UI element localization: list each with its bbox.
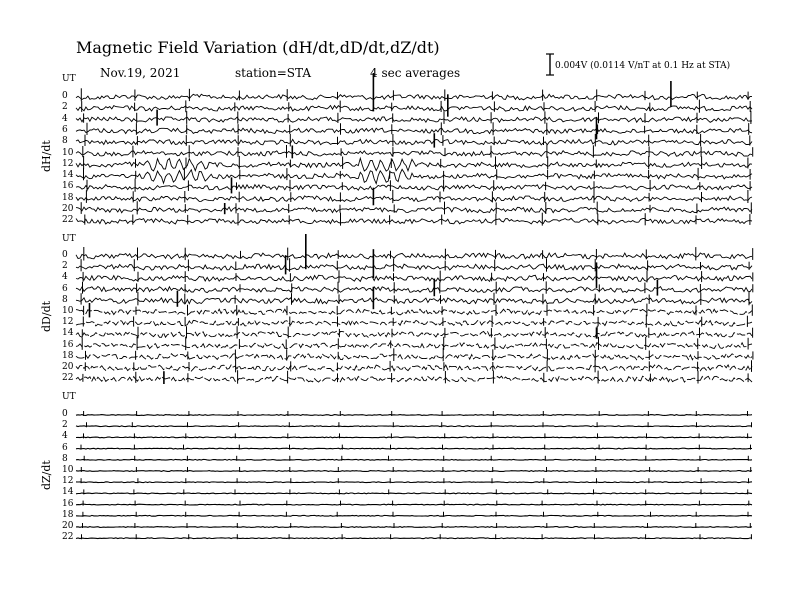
station-label: station=STA xyxy=(235,66,312,80)
hour-label: 2 xyxy=(62,420,68,431)
trace-line xyxy=(76,482,752,483)
date-label: Nov.19, 2021 xyxy=(100,66,181,80)
ut-label-dd: UT xyxy=(62,234,76,244)
hour-label: 10 xyxy=(62,306,74,316)
trace-line xyxy=(76,354,752,360)
trace-line xyxy=(76,196,752,202)
trace-line xyxy=(76,538,752,539)
hour-label: 12 xyxy=(62,317,74,328)
hour-label: 4 xyxy=(62,431,68,442)
panel-dD-dt xyxy=(76,234,753,384)
hour-label: 0 xyxy=(62,250,68,260)
hour-label: 22 xyxy=(62,532,74,543)
ut-label-dz: UT xyxy=(62,392,76,402)
trace-line xyxy=(76,331,752,337)
scale-label: 0.004V (0.0114 V/nT at 0.1 Hz at STA) xyxy=(555,61,731,71)
trace-line xyxy=(76,139,752,145)
hour-label: 18 xyxy=(62,192,74,203)
hour-label: 8 xyxy=(62,136,68,147)
trace-line xyxy=(76,365,752,371)
trace-line xyxy=(76,94,752,100)
hour-label: 6 xyxy=(62,124,68,135)
trace-line xyxy=(76,448,752,449)
hour-label: 16 xyxy=(62,498,74,509)
hour-label: 6 xyxy=(62,442,68,453)
hour-label: 16 xyxy=(62,181,74,192)
hour-label: 12 xyxy=(62,158,74,169)
trace-line xyxy=(76,415,752,416)
trace-line xyxy=(76,151,752,157)
hour-label: 20 xyxy=(62,204,74,214)
trace-line xyxy=(76,106,752,112)
hour-label: 16 xyxy=(62,339,74,350)
hour-label: 14 xyxy=(62,170,74,181)
trace-line xyxy=(76,504,752,505)
hour-label: 14 xyxy=(62,487,74,498)
trace-line xyxy=(76,275,752,281)
hour-label: 8 xyxy=(62,453,68,464)
hour-label: 4 xyxy=(62,272,68,283)
hour-label: 14 xyxy=(62,328,74,339)
panel-dH-dt xyxy=(76,73,753,226)
hour-label: 18 xyxy=(62,350,74,361)
component-label-dz: dZ/dt xyxy=(40,460,53,490)
trace-line xyxy=(76,309,752,315)
hour-label: 8 xyxy=(62,294,68,305)
trace-line xyxy=(76,158,752,171)
hour-label: 6 xyxy=(62,283,68,294)
hour-label: 10 xyxy=(62,465,74,475)
trace-line xyxy=(76,437,752,438)
trace-line xyxy=(76,459,752,460)
ut-label-dh: UT xyxy=(62,74,76,84)
hour-label: 22 xyxy=(62,215,74,226)
trace-line xyxy=(76,471,752,472)
hour-label: 4 xyxy=(62,113,68,124)
component-label-dh: dH/dt xyxy=(40,140,53,172)
trace-line xyxy=(76,527,752,528)
hour-label: 20 xyxy=(62,521,74,531)
hour-label: 0 xyxy=(62,91,68,101)
trace-line xyxy=(76,426,752,427)
trace-line xyxy=(76,264,752,270)
hour-label: 12 xyxy=(62,476,74,487)
scale-bar xyxy=(546,54,554,75)
trace-line xyxy=(76,218,752,224)
trace-line xyxy=(76,343,752,349)
panel-dZ-dt xyxy=(76,411,752,539)
component-label-dd: dD/dt xyxy=(40,300,53,332)
hour-label: 2 xyxy=(62,102,68,113)
trace-line xyxy=(76,128,752,134)
hour-label: 0 xyxy=(62,409,68,419)
hour-label: 20 xyxy=(62,362,74,372)
trace-line xyxy=(76,320,752,326)
hour-label: 2 xyxy=(62,261,68,272)
averaging-label: 4 sec averages xyxy=(370,66,461,80)
trace-line xyxy=(76,117,752,122)
trace-line xyxy=(76,253,752,259)
hour-label: 18 xyxy=(62,509,74,520)
hour-label: 10 xyxy=(62,147,74,158)
trace-line xyxy=(76,207,752,213)
chart-title: Magnetic Field Variation (dH/dt,dD/dt,dZ/dt) xyxy=(76,38,440,57)
hour-label: 22 xyxy=(62,373,74,384)
trace-line xyxy=(76,493,752,494)
